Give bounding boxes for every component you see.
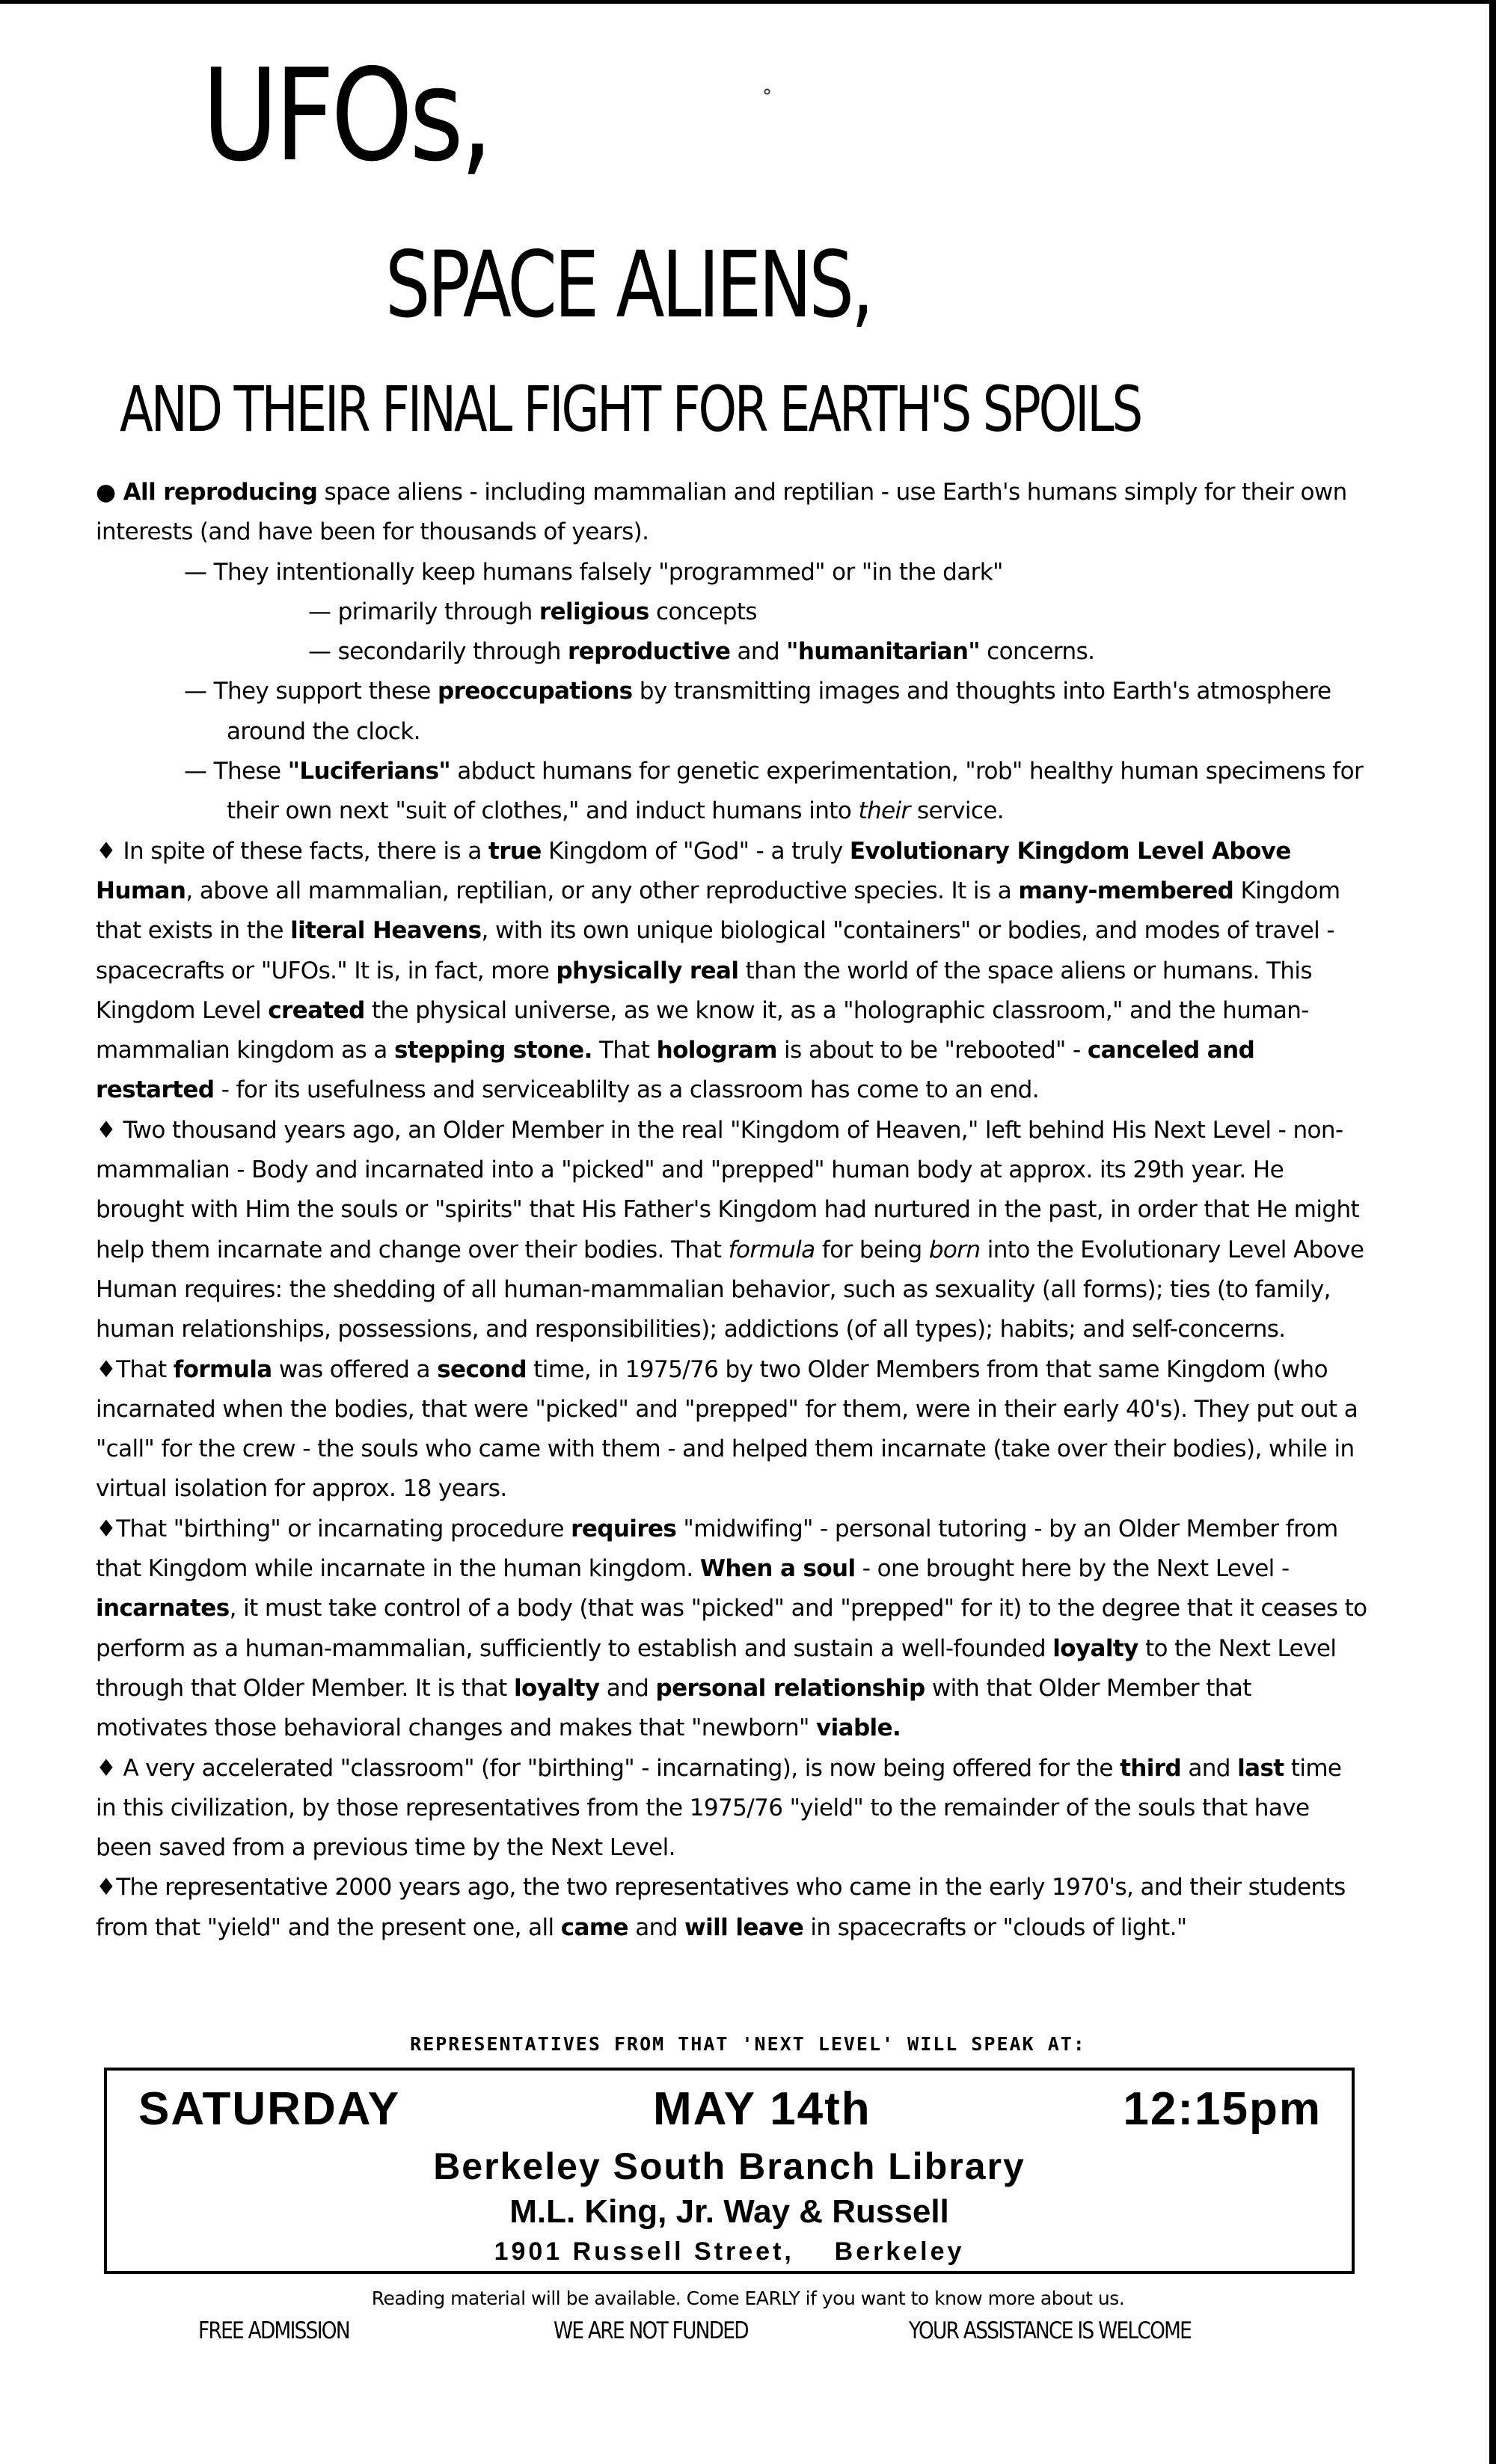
title-subtitle: AND THEIR FINAL FIGHT FOR EARTH'S SPOILS [120,373,1141,446]
text-run: "midwifing" - personal tutoring - by an Older Member from that Kingdom while incarnate in the human kingdom. [96,1515,1338,1583]
text-run: Kingdom that exists in the [96,877,1340,945]
text-run: - one brought here by the Next Level - [855,1555,1290,1583]
text-run: and [1181,1754,1238,1782]
text-run: — These [184,758,288,785]
text-run: — primarily through [308,598,539,625]
text-run: abduct humans for genetic experimentation, "rob" healthy human specimens for their own next "suit of clothes," and induct humans into [227,758,1364,825]
text-run: the physical universe, as we know it, as a "holographic classroom," and the human-mammalian kingdom as a [96,996,1309,1064]
text-run: All reproducing [115,479,318,506]
text-run: ♦That [96,1355,174,1383]
text-run: canceled and restarted [96,1037,1255,1104]
text-run: "humanitarian" [786,638,980,666]
title-ufos: UFOs, [202,42,490,190]
text-run: "Luciferians" [287,758,450,785]
text-run: religious [539,598,649,625]
text-run: by transmitting images and thoughts into Earth's atmosphere around the clock. [227,678,1331,745]
text-run: is about to be "rebooted" - [776,1037,1088,1064]
reading-material-note: Reading material will be available. Come EARLY if you want to know more about us. [371,2287,1125,2309]
text-run: concepts [649,598,757,625]
text-run: than the world of the space aliens or humans. This Kingdom Level [96,957,1312,1024]
text-run: time in this civilization, by those representatives from the 1975/76 "yield" to the remainder of the souls that have been saved from a previous time by the Next Level. [96,1754,1342,1862]
text-run: formula [173,1355,272,1383]
text-run: — secondarily through [308,638,568,666]
text-run: with that Older Member that motivates those behavioral changes and makes that "newborn" [96,1674,1251,1742]
text-run: created [268,996,365,1024]
text-run: , it must take control of a body (that was "picked" and "prepped" for it) to the degree that it ceases to perform as a human-mammalian, sufficiently to establish and sustain a well-founded [96,1595,1367,1662]
paragraph [138,553,1367,592]
paragraph [96,1510,1367,1749]
paragraph [96,592,1367,632]
paragraph [96,1111,1367,1350]
event-box [104,2068,1355,2274]
paragraph [96,1350,1367,1510]
text-run: space aliens - including mammalian and reptilian - use Earth's humans simply for their own interests (and have been for thousands of years). [96,479,1347,546]
text-run: ♦ Two thousand years ago, an Older Member in the real "Kingdom of Heaven," left behind His Next Level - non-mammalian - Body and incarnated into a "picked" and "prepped" human body at approx. its 29th year. He brought with Him the souls or "spirits" that His Father's Kingdom had nurtured in the past, in order that He might help them incarnate and change over their bodies. That [96,1116,1360,1263]
text-run: — They support these [184,678,438,705]
text-run: their [858,797,910,825]
scan-edge-right [1489,0,1496,2464]
body-text [96,473,1367,1948]
text-run: born [928,1236,981,1263]
event-venue: Berkeley South Branch Library [433,2145,1026,2187]
text-run: When a soul [699,1555,856,1583]
paragraph [138,752,1367,832]
text-run: last [1237,1754,1284,1782]
text-run: Evolutionary Kingdom Level Above Human [96,837,1291,904]
event-day: SATURDAY [138,2083,401,2135]
event-time: 12:15pm [1123,2083,1322,2135]
text-run: incarnates [96,1595,230,1622]
event-datetime-row [107,2080,1352,2139]
text-run: and [628,1913,685,1941]
scan-edge-top [0,0,1496,4]
text-run: loyalty [513,1674,600,1702]
text-run: service. [910,797,1005,825]
text-run: reproductive [568,638,731,666]
paragraph [138,672,1367,752]
text-run: preoccupations [437,678,633,705]
text-run: , with its own unique biological "containers" or bodies, and modes of travel - spacecrafts or "UFOs." It is, in fact, more [96,917,1334,984]
text-run: ♦That "birthing" or incarnating procedure [96,1515,571,1542]
text-run: many-membered [1018,877,1234,904]
event-date: MAY 14th [653,2083,871,2135]
assistance-welcome-label: YOUR ASSISTANCE IS WELCOME [909,2317,1192,2344]
text-run: second [437,1355,527,1383]
paragraph [96,632,1367,672]
paragraph [96,832,1367,1111]
text-run: That [592,1037,657,1064]
text-run: stepping stone. [393,1037,592,1064]
text-run: will leave [684,1913,804,1941]
text-run: ● [96,479,116,506]
text-run: concerns. [979,638,1095,666]
text-run: requires [571,1515,677,1542]
scan-speck: ˚ [761,88,773,114]
text-run: literal Heavens [290,917,482,945]
text-run: , above all mammalian, reptilian, or any other reproductive species. It is a [186,877,1019,904]
title-space-aliens: SPACE ALIENS, [385,232,871,338]
text-run: and [599,1674,656,1702]
text-run: viable. [816,1714,901,1742]
text-run: physically real [556,957,739,984]
text-run: true [488,837,542,865]
text-run: — They intentionally keep humans falsely "programmed" or "in the dark" [184,558,1003,586]
free-admission-label: FREE ADMISSION [198,2317,349,2344]
paragraph [96,473,1367,553]
text-run: - for its usefulness and serviceablilty as a classroom has come to an end. [214,1076,1039,1104]
text-run: and [730,638,787,666]
text-run: came [560,1913,628,1941]
paragraph [96,1868,1367,1948]
paragraph [96,1749,1367,1869]
text-run: hologram [656,1037,777,1064]
event-cross-streets: M.L. King, Jr. Way & Russell [509,2193,949,2230]
not-funded-label: WE ARE NOT FUNDED [554,2317,748,2344]
text-run: ♦The representative 2000 years ago, the two representatives who came in the early 1970's, and their students from that "yield" and the present one, all [96,1874,1346,1941]
event-address: 1901 Russell Street, Berkeley [494,2237,965,2266]
text-run: formula [728,1236,815,1263]
text-run: loyalty [1052,1634,1138,1662]
text-run: was offered a [272,1355,438,1383]
speakers-callout: REPRESENTATIVES FROM THAT 'NEXT LEVEL' WILL SPEAK AT: [410,2033,1086,2055]
text-run: ♦ A very accelerated "classroom" (for "birthing" - incarnating), is now being offered for the [96,1754,1121,1782]
text-run: to the Next Level through that Older Member. It is that [96,1634,1337,1702]
text-run: in spacecrafts or "clouds of light." [803,1913,1187,1941]
text-run: ♦ In spite of these facts, there is a [96,837,488,865]
text-run: third [1120,1754,1182,1782]
text-run: personal relationship [655,1674,925,1702]
text-run: time, in 1975/76 by two Older Members from that same Kingdom (who incarnated when the bodies, that were "picked" and "prepped" for them, were in their early 40's). They put out a "call" for the crew - the souls who came with them - and helped them incarnate (take over their bodies), while in virtual isolation for approx. 18 years. [96,1355,1358,1503]
text-run: Kingdom of "God" - a truly [541,837,850,865]
text-run: into the Evolutionary Level Above Human requires: the shedding of all human-mammalian behavior, such as sexuality (all forms); ties (to family, human relationships, possessions, and responsibilities); addictions (of all types); habits; and self-concerns. [96,1236,1364,1343]
text-run: for being [815,1236,929,1263]
